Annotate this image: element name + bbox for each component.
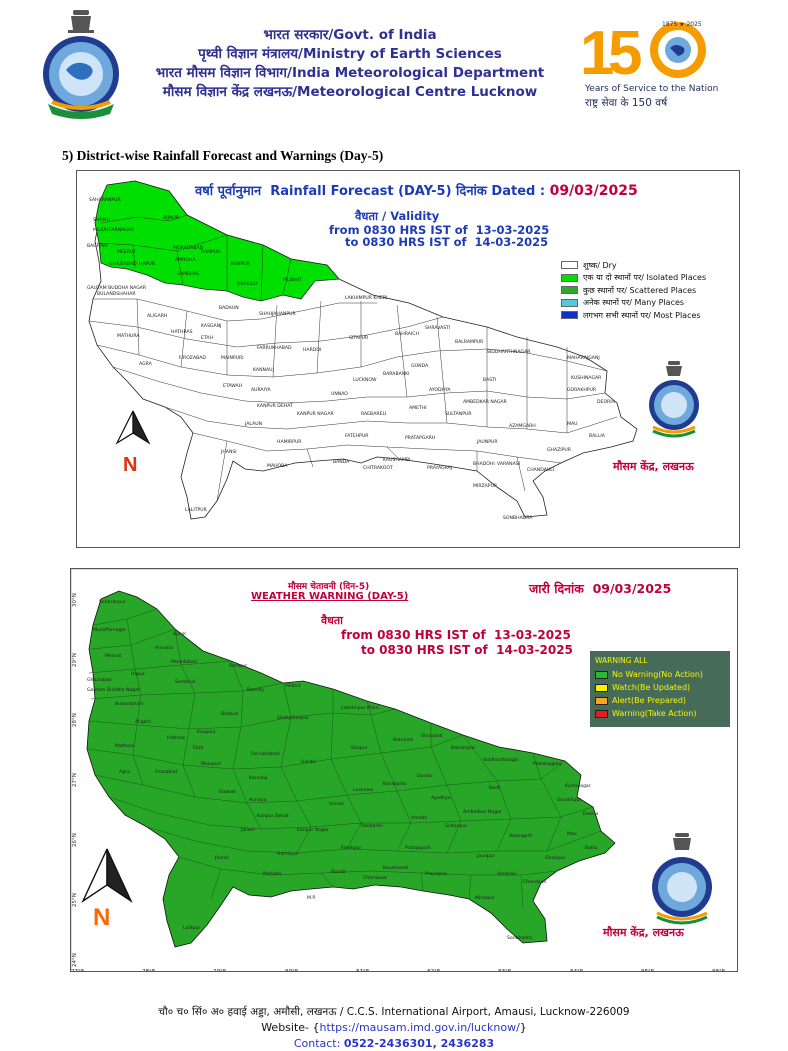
warning-title-en: WEATHER WARNING (DAY-5) xyxy=(251,591,409,602)
svg-text:Badaun: Badaun xyxy=(221,712,239,717)
svg-text:84°E: 84°E xyxy=(570,969,584,973)
svg-text:Ambedkar Nagar: Ambedkar Nagar xyxy=(463,810,502,815)
svg-text:KAUSHAMBI: KAUSHAMBI xyxy=(383,458,411,463)
svg-text:81°E: 81°E xyxy=(356,969,370,973)
legend-swatch xyxy=(561,274,578,282)
svg-text:BARABANKI: BARABANKI xyxy=(383,372,410,377)
svg-text:KANNAUJ: KANNAUJ xyxy=(253,368,274,373)
svg-text:SONBHADRA: SONBHADRA xyxy=(503,516,533,521)
svg-text:Sambhal: Sambhal xyxy=(175,680,196,685)
svg-text:Maharajganj: Maharajganj xyxy=(533,762,562,767)
svg-text:BALRAMPUR: BALRAMPUR xyxy=(455,340,484,345)
forecast-valid-from-date: 13-03-2025 xyxy=(475,223,550,237)
legend-label: कुछ स्थानों पर/ Scattered Places xyxy=(583,285,697,295)
svg-text:JAUNPUR: JAUNPUR xyxy=(477,440,498,445)
svg-text:SHAMLI: SHAMLI xyxy=(93,218,111,223)
svg-text:FARRUKHABAD: FARRUKHABAD xyxy=(257,346,292,351)
page-header xyxy=(0,0,788,130)
svg-text:78°E: 78°E xyxy=(142,969,156,973)
svg-text:SULTANPUR: SULTANPUR xyxy=(445,412,472,417)
north-label: N xyxy=(123,454,138,476)
longitude-labels xyxy=(71,969,726,972)
svg-text:29°N: 29°N xyxy=(72,653,78,667)
svg-text:Azamgarh: Azamgarh xyxy=(509,834,533,839)
svg-text:SITAPUR: SITAPUR xyxy=(349,336,369,341)
svg-text:Unnao: Unnao xyxy=(329,802,344,807)
svg-text:Meerut: Meerut xyxy=(105,654,122,659)
legend-label: लगभग सभी स्थानों पर/ Most Places xyxy=(583,310,701,320)
legend-item-dry xyxy=(561,259,706,272)
svg-text:BASTI: BASTI xyxy=(483,378,497,383)
svg-text:Varanasi: Varanasi xyxy=(497,872,517,877)
warning-centre-caption: मौसम केंद्र, लखनऊ xyxy=(603,926,684,939)
warning-emblem-icon xyxy=(652,833,712,923)
legend-label: Watch(Be Updated) xyxy=(612,683,691,692)
svg-text:ALIGARH: ALIGARH xyxy=(147,314,168,319)
svg-text:AYODHYA: AYODHYA xyxy=(429,388,451,393)
svg-text:Banda: Banda xyxy=(331,870,346,875)
svg-text:SHRAVASTI: SHRAVASTI xyxy=(425,326,451,331)
page-footer xyxy=(0,1004,788,1051)
svg-text:RAEBARELI: RAEBARELI xyxy=(361,412,387,417)
svg-text:AMROHA: AMROHA xyxy=(175,258,196,263)
svg-text:SAMBHAL: SAMBHAL xyxy=(177,272,200,277)
svg-text:GORAKHPUR: GORAKHPUR xyxy=(567,388,597,393)
section-title: 5) District-wise Rainfall Forecast and Warnings (Day-5) xyxy=(62,148,384,163)
svg-text:85°E: 85°E xyxy=(641,969,655,973)
svg-text:Fatehpur: Fatehpur xyxy=(341,846,362,851)
svg-text:Sonbhadra: Sonbhadra xyxy=(507,936,532,941)
svg-text:MAINPURI: MAINPURI xyxy=(221,356,244,361)
svg-text:Ghaziabad: Ghaziabad xyxy=(87,678,112,683)
svg-text:LUCKNOW: LUCKNOW xyxy=(353,378,377,383)
svg-text:CHITRAKOOT: CHITRAKOOT xyxy=(363,466,393,471)
svg-text:Gonda: Gonda xyxy=(417,774,433,779)
svg-text:BAHRAICH: BAHRAICH xyxy=(395,332,419,337)
svg-text:BANDA: BANDA xyxy=(333,460,350,465)
svg-text:AZAMGARH: AZAMGARH xyxy=(509,424,536,429)
svg-text:MEERUT: MEERUT xyxy=(117,250,137,255)
axis-ticks xyxy=(77,969,718,972)
svg-text:Bijnor: Bijnor xyxy=(173,632,187,637)
svg-text:GAUTAM BUDDHA NAGAR: GAUTAM BUDDHA NAGAR xyxy=(87,286,147,291)
svg-text:Gautam Buddha Nagar: Gautam Buddha Nagar xyxy=(87,688,140,693)
legend-item-isolated xyxy=(561,272,706,285)
svg-text:Siddharthnagar: Siddharthnagar xyxy=(483,758,519,763)
legend-swatch xyxy=(595,697,608,705)
svg-text:Mathura: Mathura xyxy=(115,744,135,749)
svg-text:JALAUN: JALAUN xyxy=(245,422,263,427)
legend-item-scattered xyxy=(561,284,706,297)
svg-text:MUZAFFARNAGAR: MUZAFFARNAGAR xyxy=(93,228,135,233)
anniv-subtitle: राष्ट्र सेवा के 150 वर्ष xyxy=(585,97,668,109)
svg-text:Bahraich: Bahraich xyxy=(393,738,414,743)
svg-text:Chitrakoot: Chitrakoot xyxy=(363,876,387,881)
svg-text:SIDDHARTHNAGAR: SIDDHARTHNAGAR xyxy=(487,350,531,355)
svg-text:LALITPUR: LALITPUR xyxy=(185,508,207,513)
legend-swatch xyxy=(561,299,578,307)
svg-text:MAHOBA: MAHOBA xyxy=(267,464,288,469)
svg-text:AMETHI: AMETHI xyxy=(409,406,427,411)
warning-valid-to-text: to 0830 HRS IST of xyxy=(361,643,488,657)
svg-text:Rampur: Rampur xyxy=(229,664,248,669)
imd-emblem-icon xyxy=(38,8,124,120)
forecast-emblem-icon xyxy=(649,361,699,436)
svg-text:Kaushambi: Kaushambi xyxy=(383,866,409,871)
header-titles xyxy=(140,26,560,102)
svg-text:Shravasti: Shravasti xyxy=(421,734,443,739)
north-arrow-icon xyxy=(117,411,149,476)
weather-warning-map-panel xyxy=(70,568,738,972)
svg-text:Bareilly: Bareilly xyxy=(247,688,265,693)
footer-website-link[interactable]: https://mausam.imd.gov.in/lucknow/ xyxy=(319,1021,520,1034)
header-line-govt: भारत सरकार/Govt. of India xyxy=(263,27,437,43)
latitude-labels xyxy=(72,593,78,967)
svg-text:Sultanpur: Sultanpur xyxy=(445,824,468,829)
svg-text:Etawah: Etawah xyxy=(219,790,237,795)
footer-contact-numbers: 0522-2436301, 2436283 xyxy=(343,1037,495,1050)
legend-item-many xyxy=(561,297,706,310)
svg-text:AGRA: AGRA xyxy=(139,362,152,367)
svg-text:BALLIA: BALLIA xyxy=(589,434,605,439)
svg-text:BADAUN: BADAUN xyxy=(219,306,239,311)
svg-text:Bulandshahr: Bulandshahr xyxy=(115,702,144,707)
svg-text:UNNAO: UNNAO xyxy=(331,392,348,397)
svg-text:LAKHIMPUR KHERI: LAKHIMPUR KHERI xyxy=(345,296,388,301)
legend-label: Alert(Be Prepared) xyxy=(612,696,687,705)
svg-text:HAPUR: HAPUR xyxy=(139,262,155,267)
svg-text:Hardoi: Hardoi xyxy=(301,760,317,765)
svg-text:MORADABAD: MORADABAD xyxy=(173,246,204,251)
svg-text:FIROZABAD: FIROZABAD xyxy=(179,356,206,361)
footer-contact xyxy=(0,1036,788,1051)
svg-text:83°E: 83°E xyxy=(498,969,512,973)
footer-contact-label: Contact: xyxy=(293,1037,341,1050)
svg-text:PILIBHIT: PILIBHIT xyxy=(283,278,302,283)
svg-text:Auraiya: Auraiya xyxy=(249,798,267,803)
svg-text:Mau: Mau xyxy=(567,832,577,837)
svg-text:MAHARAJGANJ: MAHARAJGANJ xyxy=(567,356,600,361)
warning-valid-from-date: 13-03-2025 xyxy=(494,628,571,642)
warning-valid-from-text: from 0830 HRS IST of xyxy=(341,628,486,642)
forecast-centre-caption: मौसम केंद्र, लखनऊ xyxy=(613,460,694,473)
svg-text:Hathras: Hathras xyxy=(167,736,186,741)
header-line-mc-lucknow: मौसम विज्ञान केंद्र लखनऊ/Meteorological Centre Lucknow xyxy=(162,84,538,100)
warning-validity-from xyxy=(341,628,571,642)
legend-label: शुष्क/ Dry xyxy=(583,260,617,270)
svg-text:Balrampur: Balrampur xyxy=(451,746,476,751)
svg-text:Ayodhya: Ayodhya xyxy=(431,796,451,801)
svg-text:GHAZIPUR: GHAZIPUR xyxy=(547,448,571,453)
warning-legend-title: WARNING ALL xyxy=(595,656,648,665)
footer-website xyxy=(0,1020,788,1036)
svg-text:30°N: 30°N xyxy=(72,593,78,607)
svg-text:PRATAPGARH: PRATAPGARH xyxy=(405,436,436,441)
svg-text:28°N: 28°N xyxy=(72,713,78,727)
legend-swatch xyxy=(561,311,578,319)
svg-text:BAGHPAT: BAGHPAT xyxy=(87,244,109,249)
svg-text:27°N: 27°N xyxy=(72,773,78,787)
legend-item-most xyxy=(561,309,706,322)
warning-valid-to-date: 14-03-2025 xyxy=(496,643,573,657)
svg-text:SAHARANPUR: SAHARANPUR xyxy=(89,198,121,203)
legend-label: Warning(Take Action) xyxy=(612,709,697,718)
svg-text:80°E: 80°E xyxy=(285,969,299,973)
footer-website-close: } xyxy=(519,1021,527,1034)
svg-text:ETAH: ETAH xyxy=(201,336,213,341)
warning-title-hindi: मौसम चेतावनी (दिन-5) xyxy=(288,582,370,592)
legend-item-warning xyxy=(595,707,725,720)
svg-text:Sitapur: Sitapur xyxy=(351,746,368,751)
svg-text:Pratapgarh: Pratapgarh xyxy=(405,846,431,851)
legend-swatch xyxy=(595,671,608,679)
svg-text:Kannauj: Kannauj xyxy=(249,776,268,781)
svg-text:GHAZIABAD: GHAZIABAD xyxy=(109,262,137,267)
warning-validity-label: वैधता xyxy=(321,614,343,627)
footer-address: चौ० च० सिं० अ० हवाई अड्डा, अमौसी, लखनऊ / C.C.S. International Airport, Amausi, Lucknow-226009 xyxy=(158,1006,630,1018)
svg-text:26°N: 26°N xyxy=(72,833,78,847)
svg-text:Kanpur Nagar: Kanpur Nagar xyxy=(297,828,329,833)
forecast-date-hindi: दिनांक xyxy=(456,184,487,199)
forecast-title-en: Rainfall Forecast (DAY-5) xyxy=(270,184,452,199)
svg-text:Chandauli: Chandauli xyxy=(523,880,547,885)
warning-issued-value: 09/03/2025 xyxy=(592,581,672,596)
svg-text:Agra: Agra xyxy=(119,770,130,775)
svg-text:MIRZAPUR: MIRZAPUR xyxy=(473,484,498,489)
svg-text:SHAHJAHANPUR: SHAHJAHANPUR xyxy=(259,312,296,317)
svg-text:VARANASI: VARANASI xyxy=(497,462,520,467)
forecast-valid-to-text: to 0830 HRS IST of xyxy=(345,235,467,249)
svg-text:Pilibhit: Pilibhit xyxy=(285,684,301,689)
svg-text:Barabanki: Barabanki xyxy=(383,782,407,787)
forecast-title xyxy=(195,181,638,199)
svg-text:JHANSI: JHANSI xyxy=(221,450,237,455)
svg-text:Gorakhpur: Gorakhpur xyxy=(557,798,582,803)
svg-text:FATEHPUR: FATEHPUR xyxy=(345,434,369,439)
warning-validity-to xyxy=(361,643,573,657)
svg-text:Saharanpur: Saharanpur xyxy=(99,600,126,605)
svg-text:79°E: 79°E xyxy=(213,969,227,973)
anniv-tagline: Years of Service to the Nation xyxy=(585,84,719,94)
forecast-title-hindi: वर्षा पूर्वानुमान xyxy=(195,184,262,199)
svg-text:M.P.: M.P. xyxy=(307,896,316,901)
svg-text:1: 1 xyxy=(580,19,615,88)
svg-text:KANPUR NAGAR: KANPUR NAGAR xyxy=(297,412,334,417)
svg-text:DEORIA: DEORIA xyxy=(597,400,615,405)
svg-text:Amethi: Amethi xyxy=(411,816,428,821)
svg-text:Lakhimpur Kheri: Lakhimpur Kheri xyxy=(341,706,379,711)
forecast-date-value: 09/03/2025 xyxy=(549,183,638,199)
svg-text:BHADOHI: BHADOHI xyxy=(473,462,495,467)
legend-label: No Warning(No Action) xyxy=(612,670,704,679)
svg-text:Lucknow: Lucknow xyxy=(353,788,374,793)
svg-text:HARDOI: HARDOI xyxy=(303,348,322,353)
legend-swatch xyxy=(595,710,608,718)
svg-text:AURAIYA: AURAIYA xyxy=(251,388,271,393)
svg-text:HATHRAS: HATHRAS xyxy=(171,330,193,335)
legend-label: अनेक स्थानों पर/ Many Places xyxy=(583,298,685,308)
svg-text:Mahoba: Mahoba xyxy=(263,872,282,877)
svg-text:Hapur: Hapur xyxy=(131,672,145,677)
anniv-years-text: 1875 ★ 2025 xyxy=(662,21,702,28)
svg-text:PRAYAGRAJ: PRAYAGRAJ xyxy=(427,466,453,471)
svg-text:86°E: 86°E xyxy=(712,969,726,973)
svg-text:GONDA: GONDA xyxy=(411,364,429,369)
header-line-imd: भारत मौसम विज्ञान विभाग/India Meteorological Department xyxy=(155,65,545,81)
warning-legend xyxy=(590,651,730,727)
svg-text:Kanpur Dehat: Kanpur Dehat xyxy=(257,814,289,819)
legend-item-watch xyxy=(595,681,725,694)
svg-text:Amroha: Amroha xyxy=(155,646,173,651)
svg-text:BULANDSHAHAR: BULANDSHAHAR xyxy=(97,292,136,297)
svg-text:MATHURA: MATHURA xyxy=(117,334,140,339)
svg-text:Kasganj: Kasganj xyxy=(197,730,216,735)
legend-swatch xyxy=(561,286,578,294)
svg-text:KUSHINAGAR: KUSHINAGAR xyxy=(571,376,602,381)
svg-text:BIJNOR: BIJNOR xyxy=(163,216,180,221)
forecast-valid-to-date: 14-03-2025 xyxy=(474,235,549,249)
svg-text:KANPUR: KANPUR xyxy=(231,262,250,267)
svg-text:ETAWAH: ETAWAH xyxy=(223,384,243,389)
svg-text:Deoria: Deoria xyxy=(583,812,599,817)
svg-text:Mainpuri: Mainpuri xyxy=(201,762,221,767)
legend-item-no-warning xyxy=(595,668,725,681)
svg-text:BAREILLY: BAREILLY xyxy=(237,282,259,287)
svg-text:Aligarh: Aligarh xyxy=(135,720,152,725)
svg-text:AMBEDKAR NAGAR: AMBEDKAR NAGAR xyxy=(463,400,507,405)
svg-text:77°E: 77°E xyxy=(71,969,85,973)
svg-text:Prayagraj: Prayagraj xyxy=(425,872,447,877)
forecast-date-label: Dated : xyxy=(491,184,546,199)
forecast-validity-to xyxy=(345,235,548,249)
svg-text:Lalitpur: Lalitpur xyxy=(183,926,201,931)
svg-text:82°E: 82°E xyxy=(427,969,441,973)
svg-text:RAMPUR: RAMPUR xyxy=(201,250,221,255)
legend-swatch xyxy=(595,684,608,692)
svg-text:HAMIRPUR: HAMIRPUR xyxy=(277,440,302,445)
north-arrow-icon xyxy=(83,849,131,931)
svg-text:Jhansi: Jhansi xyxy=(215,856,229,861)
north-label: N xyxy=(93,904,111,931)
svg-text:Basti: Basti xyxy=(489,786,501,791)
svg-text:Shahjahanpur: Shahjahanpur xyxy=(277,716,309,721)
svg-text:Moradabad: Moradabad xyxy=(171,660,197,665)
svg-text:Etah: Etah xyxy=(193,746,204,751)
svg-text:Raebareli: Raebareli xyxy=(361,824,383,829)
svg-text:Mirzapur: Mirzapur xyxy=(475,896,496,901)
svg-text:Muzaffarnagar: Muzaffarnagar xyxy=(93,628,127,633)
footer-website-label: Website- { xyxy=(261,1021,320,1034)
svg-text:Farrukhabad: Farrukhabad xyxy=(251,752,280,757)
svg-text:Hamirpur: Hamirpur xyxy=(277,852,299,857)
svg-text:Kushinagar: Kushinagar xyxy=(565,784,591,789)
svg-text:Ghazipur: Ghazipur xyxy=(545,856,566,861)
legend-item-alert xyxy=(595,694,725,707)
forecast-valid-from-text: from 0830 HRS IST of xyxy=(329,223,468,237)
legend-label: एक या दो स्थानों पर/ Isolated Places xyxy=(583,273,707,283)
header-line-ministry: पृथ्वी विज्ञान मंत्रालय/Ministry of Earth Sciences xyxy=(198,46,502,62)
warning-issued-date xyxy=(529,580,671,597)
svg-text:CHANDAULI: CHANDAULI xyxy=(527,468,555,473)
svg-text:24°N: 24°N xyxy=(72,953,78,967)
svg-text:Jaunpur: Jaunpur xyxy=(477,854,495,859)
forecast-legend xyxy=(561,259,706,322)
svg-text:KASGANJ: KASGANJ xyxy=(201,324,222,329)
legend-swatch xyxy=(561,261,578,269)
svg-text:KANPUR DEHAT: KANPUR DEHAT xyxy=(257,404,293,409)
forecast-validity-label: वैधता / Validity xyxy=(355,209,440,223)
svg-text:25°N: 25°N xyxy=(72,893,78,907)
svg-text:Ballia: Ballia xyxy=(585,846,598,851)
warning-issued-label: जारी दिनांक xyxy=(529,581,584,596)
svg-text:MAU: MAU xyxy=(567,422,578,427)
svg-text:5: 5 xyxy=(608,19,643,88)
svg-text:Jalaun: Jalaun xyxy=(241,828,256,833)
rainfall-forecast-map-panel xyxy=(76,170,740,548)
svg-text:Firozabad: Firozabad xyxy=(155,770,178,775)
